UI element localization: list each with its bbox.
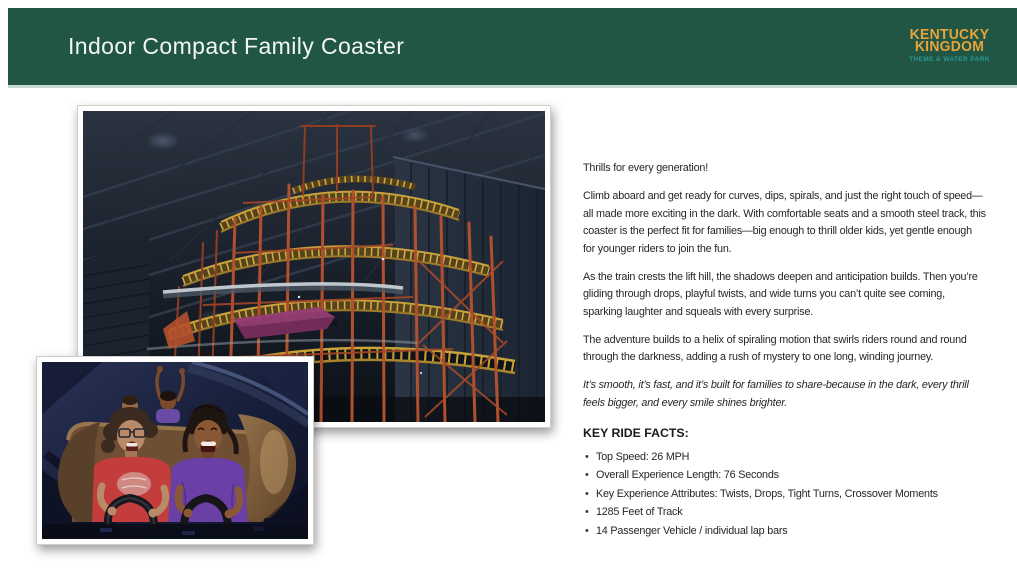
paragraph-helix: The adventure builds to a helix of spiraling motion that swirls riders round and round through the darkness, adding a rush of mystery to one long, winding journey. [583,333,967,363]
paragraph-closing: It’s smooth, it’s fast, and it’s built for families to share-because in the dark, every thrill feels bigger, and every smile shines brighter. [583,379,969,409]
title-bar [8,8,1017,88]
logo-tagline: THEME & WATER PARK [909,55,990,63]
fact-item-track: • 1285 Feet of Track [583,503,974,521]
slide-title: Indoor Compact Family Coaster [68,33,405,59]
fact-item-vehicle: • 14 Passenger Vehicle / individual lap bars [583,522,974,540]
key-ride-facts-heading: KEY RIDE FACTS: [583,426,689,440]
paragraph-overview: Climb aboard and get ready for curves, dips, spirals, and just the right touch of speed—all made more exciting in the dark. With comfortable seats and a smooth steel track, this coaster is the perfect fit for families—big enough to thrill older kids, yet gentle enough for younger riders to join the fun. [583,190,986,255]
riders-illustration [42,362,308,539]
description-text [583,160,986,540]
paragraph-experience: As the train crests the lift hill, the shadows deepen and anticipation builds. Then you’re gliding through drops, playful twists, and wide turns you can’t quite see coming, sparking laughter and squeals with every surprise. [583,270,978,318]
logo-text-kentucky: KENTUCKY [909,26,990,43]
fact-item-attributes: • Key Experience Attributes: Twists, Drops, Tight Turns, Crossover Moments [583,485,974,503]
logo-text-kingdom: KINGDOM [914,39,985,56]
key-facts-list [583,448,986,540]
kentucky-kingdom-logo [908,26,991,63]
paragraph-tagline: Thrills for every generation! [583,162,709,174]
fact-item-top-speed: • Top Speed: 26 MPH [583,448,974,466]
riders-photo [36,356,314,545]
fact-item-length: • Overall Experience Length: 76 Seconds [583,466,974,484]
